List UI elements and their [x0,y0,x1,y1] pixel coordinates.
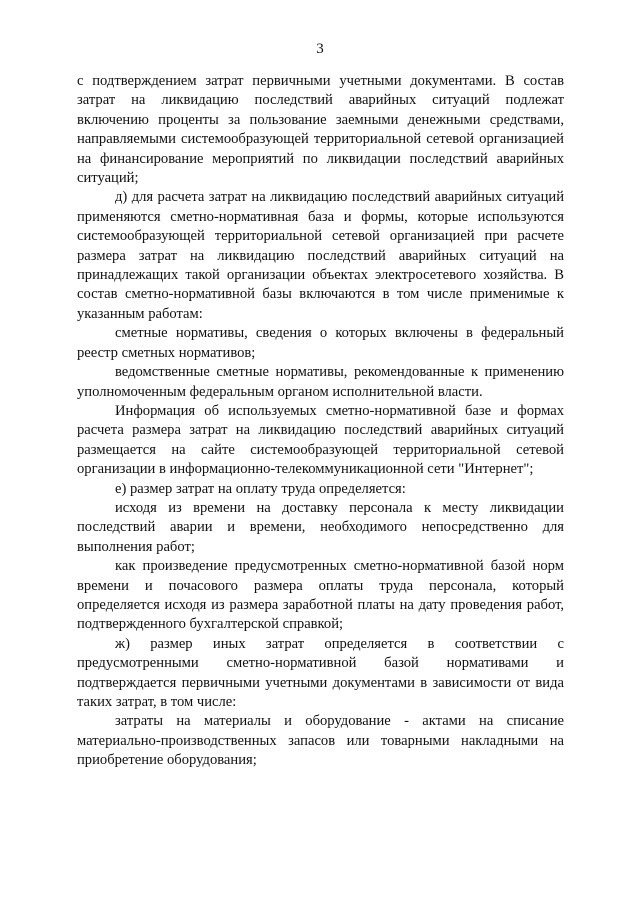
paragraph-continuation: с подтверждением затрат первичными учетными документами. В состав затрат на ликвидацию последствий аварийных ситуаций подлежат включению проценты за пользование заемными денежными средствами, направляемыми системообразующей территориальной сетевой организацией на финансирование мероприятий по ликвидации последствий аварийных ситуаций; [77,73,564,187]
paragraph-item-zh: ж) размер иных затрат определяется в соответствии с предусмотренными сметно-нормативной базой нормативами и подтверждается первичными учетными документами в зависимости от вида таких затрат, в том числе: [77,635,564,710]
paragraph-estimate-norms: сметные нормативы, сведения о которых включены в федеральный реестр сметных нормативов; [77,325,564,361]
page-number: 3 [316,41,324,57]
document-body [77,72,564,771]
paragraph-labor-product: как произведение предусмотренных сметно-нормативной базой норм времени и почасового размера оплаты труда персонала, который определяется исходя из размера заработной платы на дату проведения работ, подтвержденного бухгалтерской справкой; [77,558,564,633]
paragraph-item-e: е) размер затрат на оплату труда определяется: [115,480,406,497]
paragraph-materials-costs: затраты на материалы и оборудование - актами на списание материально-производственных запасов или товарными накладными на приобретение оборудования; [77,713,564,769]
paragraph-item-d: д) для расчета затрат на ликвидацию последствий аварийных ситуаций применяются сметно-нормативная база и формы, которые используются системообразующей территориальной сетевой организацией при расчете размера затрат на ликвидацию последствий аварийных ситуаций на принадлежащих такой организации объектах электросетевого хозяйства. В состав сметно-нормативной базы включаются в том числе применимые к указанным работам: [77,189,564,322]
paragraph-delivery-time: исходя из времени на доставку персонала к месту ликвидации последствий аварии и времени, необходимого непосредственно для выполнения работ; [77,499,564,555]
paragraph-information-publication: Информация об используемых сметно-нормативной базе и формах расчета размера затрат на ликвидацию последствий аварийных ситуаций размещается на сайте системообразующей территориальной сетевой организации в информационно-телекоммуникационной сети "Интернет"; [77,402,564,478]
paragraph-departmental-norms: ведомственные сметные нормативы, рекомендованные к применению уполномоченным федеральным органом исполнительной власти. [77,364,564,400]
